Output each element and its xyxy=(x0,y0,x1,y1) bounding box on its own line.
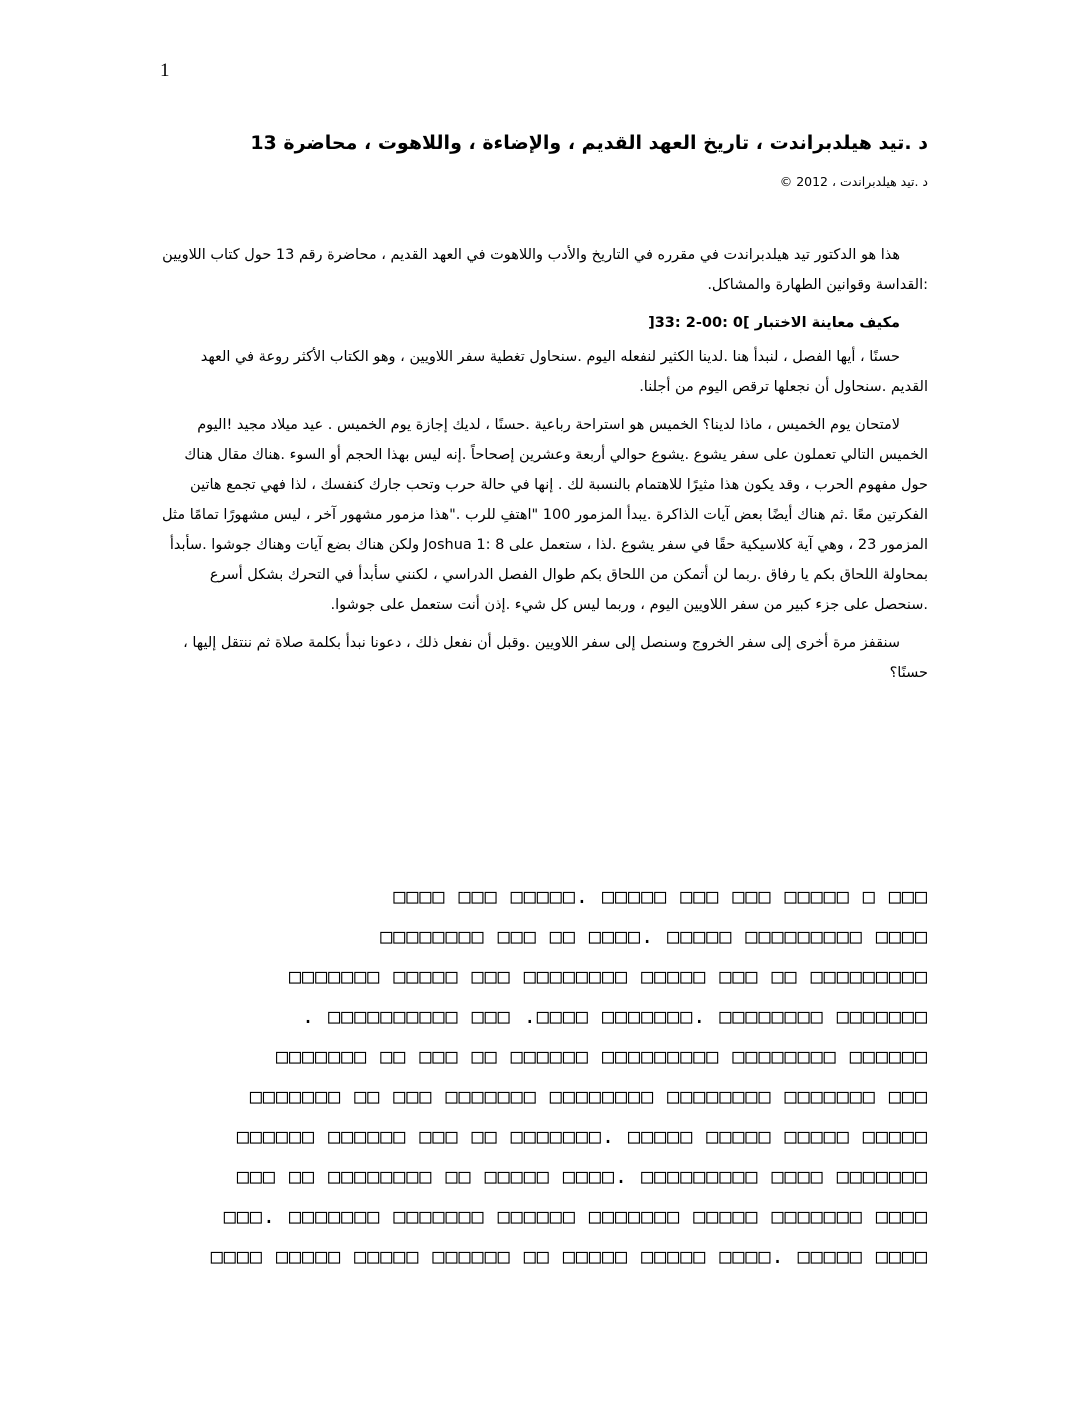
missing-glyph-line: □□□□□□□ □□ □□□ □□ □□□□□□ □□□□□□□□□ □□□□□□□□ □□□□□□ xyxy=(275,1044,928,1068)
document-title: د .تيد هيلدبراندت ، تاريخ العهد القديم ، والإضاءة ، واللاهوت ، محاضرة 13 xyxy=(250,132,928,154)
missing-glyph-line: □□□□□□□□ □□□ □□ □□□□. □□□□□ □□□□□□□□□ □□□□ xyxy=(380,924,928,948)
body-paragraph: حسنًا ، أيها الفصل ، لنبدأ هنا .لدينا الكثير لنفعله اليوم .سنحاول تغطية سفر اللاويين ، وهو الكتاب الأكثر روعة في العهد القديم .سنحاول أن نجعلها ترقص اليوم من أجلنا. xyxy=(200,349,928,395)
document-body xyxy=(160,240,928,696)
missing-glyph-line: □□□□□□□ □□ □□□ □□□□□□□ □□□□□□□□ □□□□□□□□ □□□□□□□ □□□ xyxy=(249,1084,928,1108)
missing-glyph-line: □□□□ □□□□□ □□□□□ □□□□□□ □□ □□□□□ □□□□□ □□□□. □□□□□ □□□□ xyxy=(210,1244,928,1268)
missing-glyph-line: . □□□□□□□□□□ □□□ .□□□□ □□□□□□□. □□□□□□□□ □□□□□□□ xyxy=(302,1004,928,1028)
missing-glyph-line: □□□□ □□□ □□□□□. □□□□□ □□□ □□□ □□□□□ □ □□□ xyxy=(393,884,928,908)
missing-glyph-text-block xyxy=(160,876,928,1276)
body-paragraph: سنقفز مرة أخرى إلى سفر الخروج وسنصل إلى سفر اللاويين .وقبل أن نفعل ذلك ، دعونا نبدأ بكلمة صلاة ثم ننتقل إليها ، حسنًا؟ xyxy=(183,635,928,681)
missing-glyph-line: □□□□□□ □□□□□□ □□□ □□ □□□□□□□. □□□□□ □□□□□ □□□□□ □□□□□ xyxy=(236,1124,928,1148)
body-paragraph: لامتحان يوم الخميس ، ماذا لدينا؟ الخميس هو استراحة رباعية .حسنًا ، لديك إجازة يوم الخميس . عيد ميلاد مجيد !اليوم الخميس التالي تعملون على سفر يشوع .يشوع حوالي أربعة وعشرين إصحاحاً .إنه ليس بهذا الحجم أو السوء .هناك مقال هناك حول مفهوم الحرب ، وقد يكون هذا مثيرًا للاهتمام بالنسبة لك . إنها في حالة حرب وتحب جارك كنفسك ، لذا فهي تجمع هاتين الفكرتين معًا .ثم هناك أيضًا بعض آيات الذاكرة .يبدأ المزمور 100 "اهتفِ للرب ."هذا مزمور مشهور آخر ، ليس مشهورًا تمامًا مثل المزمور 23 ، وهي آية كلاسيكية حقًا في سفر يشوع .لذا ، ستعمل على Joshua 1: 8 ولكن هناك بضع آيات وهناك جوشوا .سأبدأ بمحاولة اللحاق بكم يا رفاق .ربما لن أتمكن من اللحاق بكم طوال الفصل الدراسي ، لكنني سأبدأ في التحرك بشكل أسرع .سنحصل على جزء كبير من سفر اللاويين اليوم ، وربما ليس كل شيء .إذن أنت ستعمل على جوشوا. xyxy=(162,417,928,613)
intro-paragraph: هذا هو الدكتور تيد هيلدبراندت في مقرره في التاريخ والأدب واللاهوت في العهد القديم ، محاضرة رقم 13 حول كتاب اللاويين :القداسة وقوانين الطهارة والمشاكل. xyxy=(162,247,928,293)
missing-glyph-line: □□□. □□□□□□□ □□□□□□□ □□□□□□ □□□□□□□ □□□□□ □□□□□□□ □□□□ xyxy=(223,1204,928,1228)
missing-glyph-line: □□□□□□□ □□□□□ □□□ □□□□□□□□ □□□□□ □□□ □□ □□□□□□□□□ xyxy=(288,964,928,988)
section-heading: مكيف معاينة الاختبار ]0 :00-2 :33[ xyxy=(648,315,900,331)
copyright-line: د .تيد هيلدبراندت ، 2012 © xyxy=(779,174,928,189)
page-number: 1 xyxy=(160,60,170,81)
missing-glyph-line: □□□ □□ □□□□□□□□ □□ □□□□□ □□□□. □□□□□□□□□ □□□□ □□□□□□□ xyxy=(236,1164,928,1188)
